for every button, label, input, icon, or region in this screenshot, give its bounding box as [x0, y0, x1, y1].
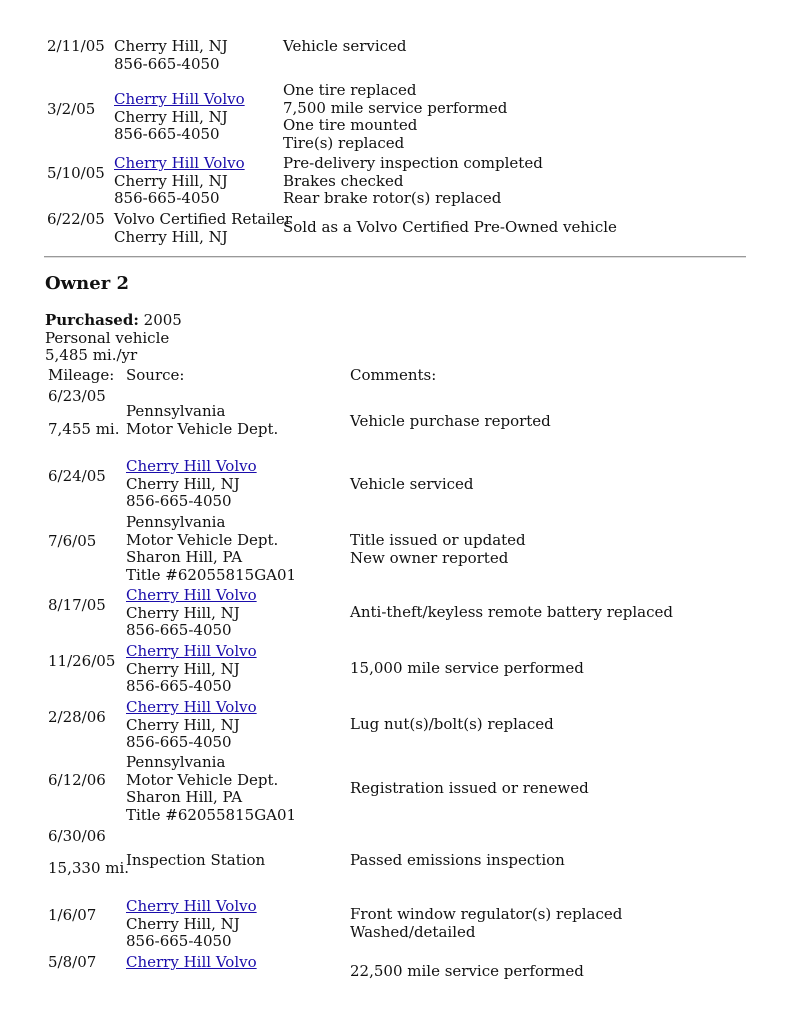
record-date: 5/10/05	[47, 164, 105, 182]
record-date: 11/26/05	[48, 652, 116, 670]
record-date: 1/6/07	[48, 906, 97, 924]
dealer-link[interactable]: Cherry Hill Volvo	[114, 90, 245, 108]
record-source: Cherry Hill Volvo Cherry Hill, NJ 856-665-4050	[114, 90, 245, 143]
record-source: Cherry Hill Volvo Cherry Hill, NJ 856-665-4050	[126, 698, 257, 751]
record-comments: Front window regulator(s) replaced Washed/detailed	[350, 905, 623, 941]
dealer-link[interactable]: Cherry Hill Volvo	[126, 897, 257, 915]
record-comments: Title issued or updated New owner reported	[350, 531, 526, 567]
comments-header: Comments:	[350, 366, 437, 384]
record-date: 6/24/05	[48, 467, 106, 485]
record-date: 7/6/05	[48, 532, 97, 550]
record-mileage: 15,330 mi.	[48, 859, 130, 877]
record-comments: Anti-theft/keyless remote battery replaced	[350, 603, 673, 621]
record-comments: Passed emissions inspection	[350, 851, 565, 869]
record-date: 2/28/06	[48, 708, 106, 726]
record-date: 3/2/05	[47, 100, 96, 118]
record-date: 6/22/05	[47, 210, 105, 228]
purchased-line	[45, 312, 182, 330]
record-date: 6/12/06	[48, 771, 106, 789]
dealer-link[interactable]: Cherry Hill Volvo	[126, 642, 257, 660]
record-comments: Vehicle serviced	[350, 475, 474, 493]
record-mileage: 7,455 mi.	[48, 420, 120, 438]
record-comments: Registration issued or renewed	[350, 779, 589, 797]
source-header: Source:	[126, 366, 185, 384]
mileage-header: Mileage:	[48, 366, 115, 384]
record-comments: Sold as a Volvo Certified Pre-Owned vehicle	[283, 218, 617, 236]
record-comments: 15,000 mile service performed	[350, 659, 584, 677]
record-date: 6/30/06	[48, 827, 106, 845]
record-source: Pennsylvania Motor Vehicle Dept.	[126, 402, 279, 438]
record-source: Cherry Hill Volvo Cherry Hill, NJ 856-665-4050	[126, 586, 257, 639]
section-divider	[44, 256, 746, 258]
purchased-value: 2005	[143, 311, 182, 329]
record-date: 2/11/05	[47, 37, 105, 55]
dealer-link[interactable]: Cherry Hill Volvo	[126, 953, 257, 971]
owner-info	[45, 312, 182, 365]
dealer-link[interactable]: Cherry Hill Volvo	[126, 698, 257, 716]
record-date: 5/8/07	[48, 953, 97, 971]
record-source: Cherry Hill Volvo Cherry Hill, NJ 856-665-4050	[126, 457, 257, 510]
mileage-rate: 5,485 mi./yr	[45, 346, 138, 364]
record-source: Cherry Hill Volvo Cherry Hill, NJ 856-665-4050	[126, 897, 257, 950]
dealer-link[interactable]: Cherry Hill Volvo	[114, 154, 245, 172]
record-source: Cherry Hill Volvo Cherry Hill, NJ 856-665-4050	[114, 154, 245, 207]
vehicle-usage: Personal vehicle	[45, 328, 170, 347]
owner-title: Owner 2	[45, 273, 129, 294]
record-comments: Lug nut(s)/bolt(s) replaced	[350, 715, 554, 733]
record-source	[126, 954, 257, 972]
record-date: 8/17/05	[48, 596, 106, 614]
record-comments: Vehicle purchase reported	[350, 412, 551, 430]
record-source: Pennsylvania Motor Vehicle Dept. Sharon Hill, PA Title #62055815GA01	[126, 513, 297, 584]
record-source: Volvo Certified Retailer Cherry Hill, NJ	[114, 210, 292, 246]
record-comments: 22,500 mile service performed	[350, 962, 584, 980]
record-source: Pennsylvania Motor Vehicle Dept. Sharon Hill, PA Title #62055815GA01	[126, 753, 297, 824]
purchased-label: Purchased:	[45, 311, 139, 329]
record-comments: Vehicle serviced	[283, 37, 407, 55]
record-date: 6/23/05	[48, 387, 106, 405]
record-source: Inspection Station	[126, 851, 266, 869]
dealer-link[interactable]: Cherry Hill Volvo	[126, 586, 257, 604]
record-comments: Pre-delivery inspection completed Brakes checked Rear brake rotor(s) replaced	[283, 154, 543, 207]
record-source: Cherry Hill, NJ 856-665-4050	[114, 37, 228, 73]
record-comments: One tire replaced 7,500 mile service performed One tire mounted Tire(s) replaced	[283, 81, 508, 152]
dealer-link[interactable]: Cherry Hill Volvo	[126, 457, 257, 475]
record-source: Cherry Hill Volvo Cherry Hill, NJ 856-665-4050	[126, 642, 257, 695]
